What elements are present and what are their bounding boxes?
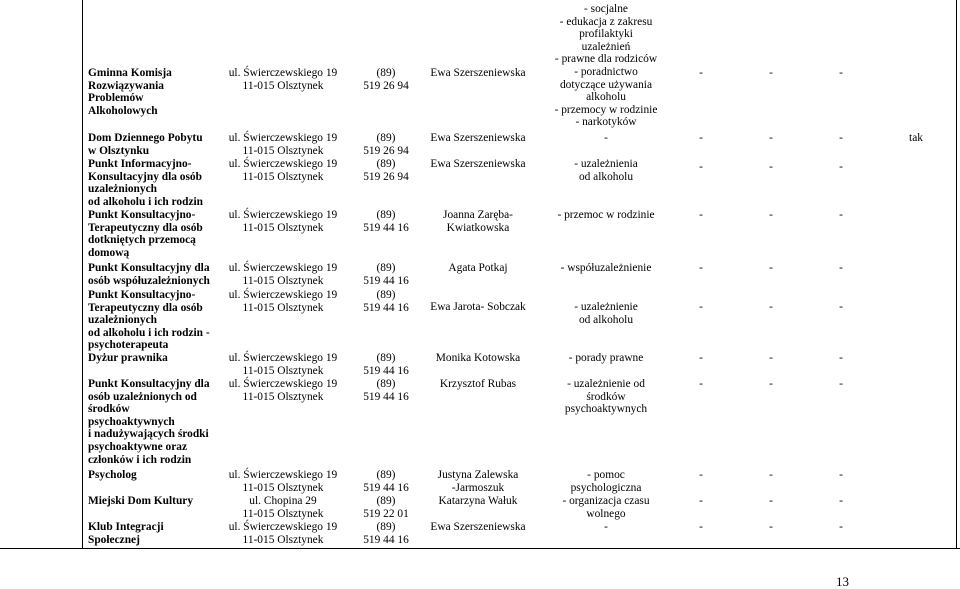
support-area: - pomoc psychologiczna bbox=[570, 469, 642, 494]
phone: (89) 519 44 16 bbox=[363, 352, 409, 377]
address: ul. Świerczewskiego 19 11-015 Olsztynek bbox=[228, 378, 338, 403]
phone: (89) 519 44 16 bbox=[363, 262, 409, 287]
address: ul. Świerczewskiego 19 11-015 Olsztynek bbox=[228, 521, 338, 546]
address: ul. Chopina 29 11-015 Olsztynek bbox=[242, 495, 324, 520]
contact-person: Ewa Szerszeniewska bbox=[430, 132, 526, 144]
institution-name: Punkt Konsultacyjny dla osób uzależnionych od środków psychoaktywnych i nadużywających środki psychoaktywne oraz członków i ich rodzin bbox=[88, 378, 210, 466]
institution-name: Punkt Konsultacyjno- Terapeutyczny dla osób uzależnionych od alkoholu i ich rodzin - psychoterapeuta bbox=[88, 289, 210, 352]
table-cell: - bbox=[699, 67, 703, 79]
address: ul. Świerczewskiego 19 11-015 Olsztynek bbox=[228, 262, 338, 287]
table-cell: - bbox=[839, 67, 843, 79]
phone: (89) 519 26 94 bbox=[363, 67, 409, 92]
contact-person: Justyna Zalewska -Jarmoszuk bbox=[437, 469, 519, 494]
table-cell: - bbox=[699, 209, 703, 221]
institution-name: Dyżur prawnika bbox=[88, 352, 168, 364]
support-area: - uzależnienia od alkoholu bbox=[574, 158, 638, 183]
table-cell: - bbox=[839, 469, 843, 481]
table-cell: - bbox=[699, 352, 703, 364]
support-area: - bbox=[604, 521, 608, 533]
institution-name: Miejski Dom Kultury bbox=[88, 495, 194, 507]
table-cell: - bbox=[839, 521, 843, 533]
table-cell: - bbox=[769, 301, 773, 313]
phone: (89) 519 44 16 bbox=[363, 521, 409, 546]
table-cell: - bbox=[839, 209, 843, 221]
address: ul. Świerczewskiego 19 11-015 Olsztynek bbox=[228, 158, 338, 183]
table-cell: - bbox=[839, 161, 843, 173]
contact-person: Joanna Zaręba- Kwiatkowska bbox=[443, 209, 513, 234]
row-divider bbox=[0, 548, 960, 549]
phone: (89) 519 44 16 bbox=[363, 209, 409, 234]
institution-name: Psycholog bbox=[88, 469, 137, 481]
address: ul. Świerczewskiego 19 11-015 Olsztynek bbox=[228, 289, 338, 314]
address: ul. Świerczewskiego 19 11-015 Olsztynek bbox=[228, 209, 338, 234]
table-cell: - bbox=[839, 352, 843, 364]
contact-person: Ewa Szerszeniewska bbox=[430, 158, 526, 170]
table-cell: - bbox=[699, 469, 703, 481]
table-cell: - bbox=[769, 67, 773, 79]
table-cell: - bbox=[699, 301, 703, 313]
column-divider bbox=[82, 0, 83, 549]
address: ul. Świerczewskiego 19 11-015 Olsztynek bbox=[228, 469, 338, 494]
table-cell: - bbox=[839, 378, 843, 390]
support-area: - bbox=[604, 132, 608, 144]
contact-person: Ewa Jarota- Sobczak bbox=[430, 301, 526, 313]
institution-name: Punkt Informacyjno- Konsultacyjny dla osób uzależnionych od alkoholu i ich rodzin bbox=[88, 158, 203, 208]
phone: (89) 519 26 94 bbox=[363, 158, 409, 183]
contact-person: Ewa Szerszeniewska bbox=[430, 67, 526, 79]
institution-name: Punkt Konsultacyjny dla osób współuzależnionych bbox=[88, 262, 210, 287]
phone: (89) 519 26 94 bbox=[363, 132, 409, 157]
address: ul. Świerczewskiego 19 11-015 Olsztynek bbox=[228, 67, 338, 92]
contact-person: Krzysztof Rubas bbox=[439, 378, 517, 390]
institution-name: Gminna Komisja Rozwiązywania Problemów Alkoholowych bbox=[88, 67, 172, 117]
table-cell: - bbox=[839, 301, 843, 313]
support-area: - przemoc w rodzinie bbox=[557, 209, 655, 221]
phone: (89) 519 44 16 bbox=[363, 289, 409, 314]
support-area: - organizacja czasu wolnego bbox=[562, 495, 650, 520]
table-cell: - bbox=[699, 132, 703, 144]
contact-person: Katarzyna Wałuk bbox=[438, 495, 518, 507]
table-cell: - bbox=[839, 495, 843, 507]
table-cell: - bbox=[769, 495, 773, 507]
table-cell: - bbox=[699, 378, 703, 390]
table-cell: - bbox=[769, 469, 773, 481]
column-divider bbox=[956, 0, 957, 549]
contact-person: Monika Kotowska bbox=[435, 352, 521, 364]
table-cell: - bbox=[769, 378, 773, 390]
table-cell: tak bbox=[909, 132, 923, 144]
support-area: - uzależnienie od środków psychoaktywnych bbox=[564, 378, 648, 416]
table-cell: - bbox=[839, 132, 843, 144]
table-cell: - bbox=[769, 132, 773, 144]
table-cell: - bbox=[769, 161, 773, 173]
table-cell: - bbox=[839, 262, 843, 274]
institution-name: Dom Dziennego Pobytu w Olsztynku bbox=[88, 132, 203, 157]
table-cell: - bbox=[699, 521, 703, 533]
address: ul. Świerczewskiego 19 11-015 Olsztynek bbox=[228, 132, 338, 157]
table-cell: - bbox=[769, 352, 773, 364]
support-area: - porady prawne bbox=[568, 352, 644, 364]
institution-name: Klub Integracji Społecznej bbox=[88, 521, 164, 546]
table-cell: - bbox=[769, 521, 773, 533]
table-cell: - bbox=[769, 209, 773, 221]
phone: (89) 519 44 16 bbox=[363, 469, 409, 494]
support-area: - socjalne - edukacja z zakresu profilaktyki uzależnień - prawne dla rodziców - poradnictwo dotyczące używania alkoholu - przemocy w rodzinie - narkotyków bbox=[554, 3, 658, 129]
table-cell: - bbox=[699, 495, 703, 507]
contact-person: Ewa Szerszeniewska bbox=[430, 521, 526, 533]
contact-person: Agata Potkaj bbox=[448, 262, 508, 274]
table-cell: - bbox=[769, 262, 773, 274]
phone: (89) 519 44 16 bbox=[363, 378, 409, 403]
address: ul. Świerczewskiego 19 11-015 Olsztynek bbox=[228, 352, 338, 377]
table-cell: - bbox=[699, 161, 703, 173]
phone: (89) 519 22 01 bbox=[363, 495, 409, 520]
institution-name: Punkt Konsultacyjno- Terapeutyczny dla osób dotkniętych przemocą domową bbox=[88, 209, 203, 259]
table-cell: - bbox=[699, 262, 703, 274]
page-number: 13 bbox=[836, 574, 849, 589]
support-area: - współuzależnienie bbox=[560, 262, 652, 274]
support-area: - uzależnienie od alkoholu bbox=[574, 301, 638, 326]
